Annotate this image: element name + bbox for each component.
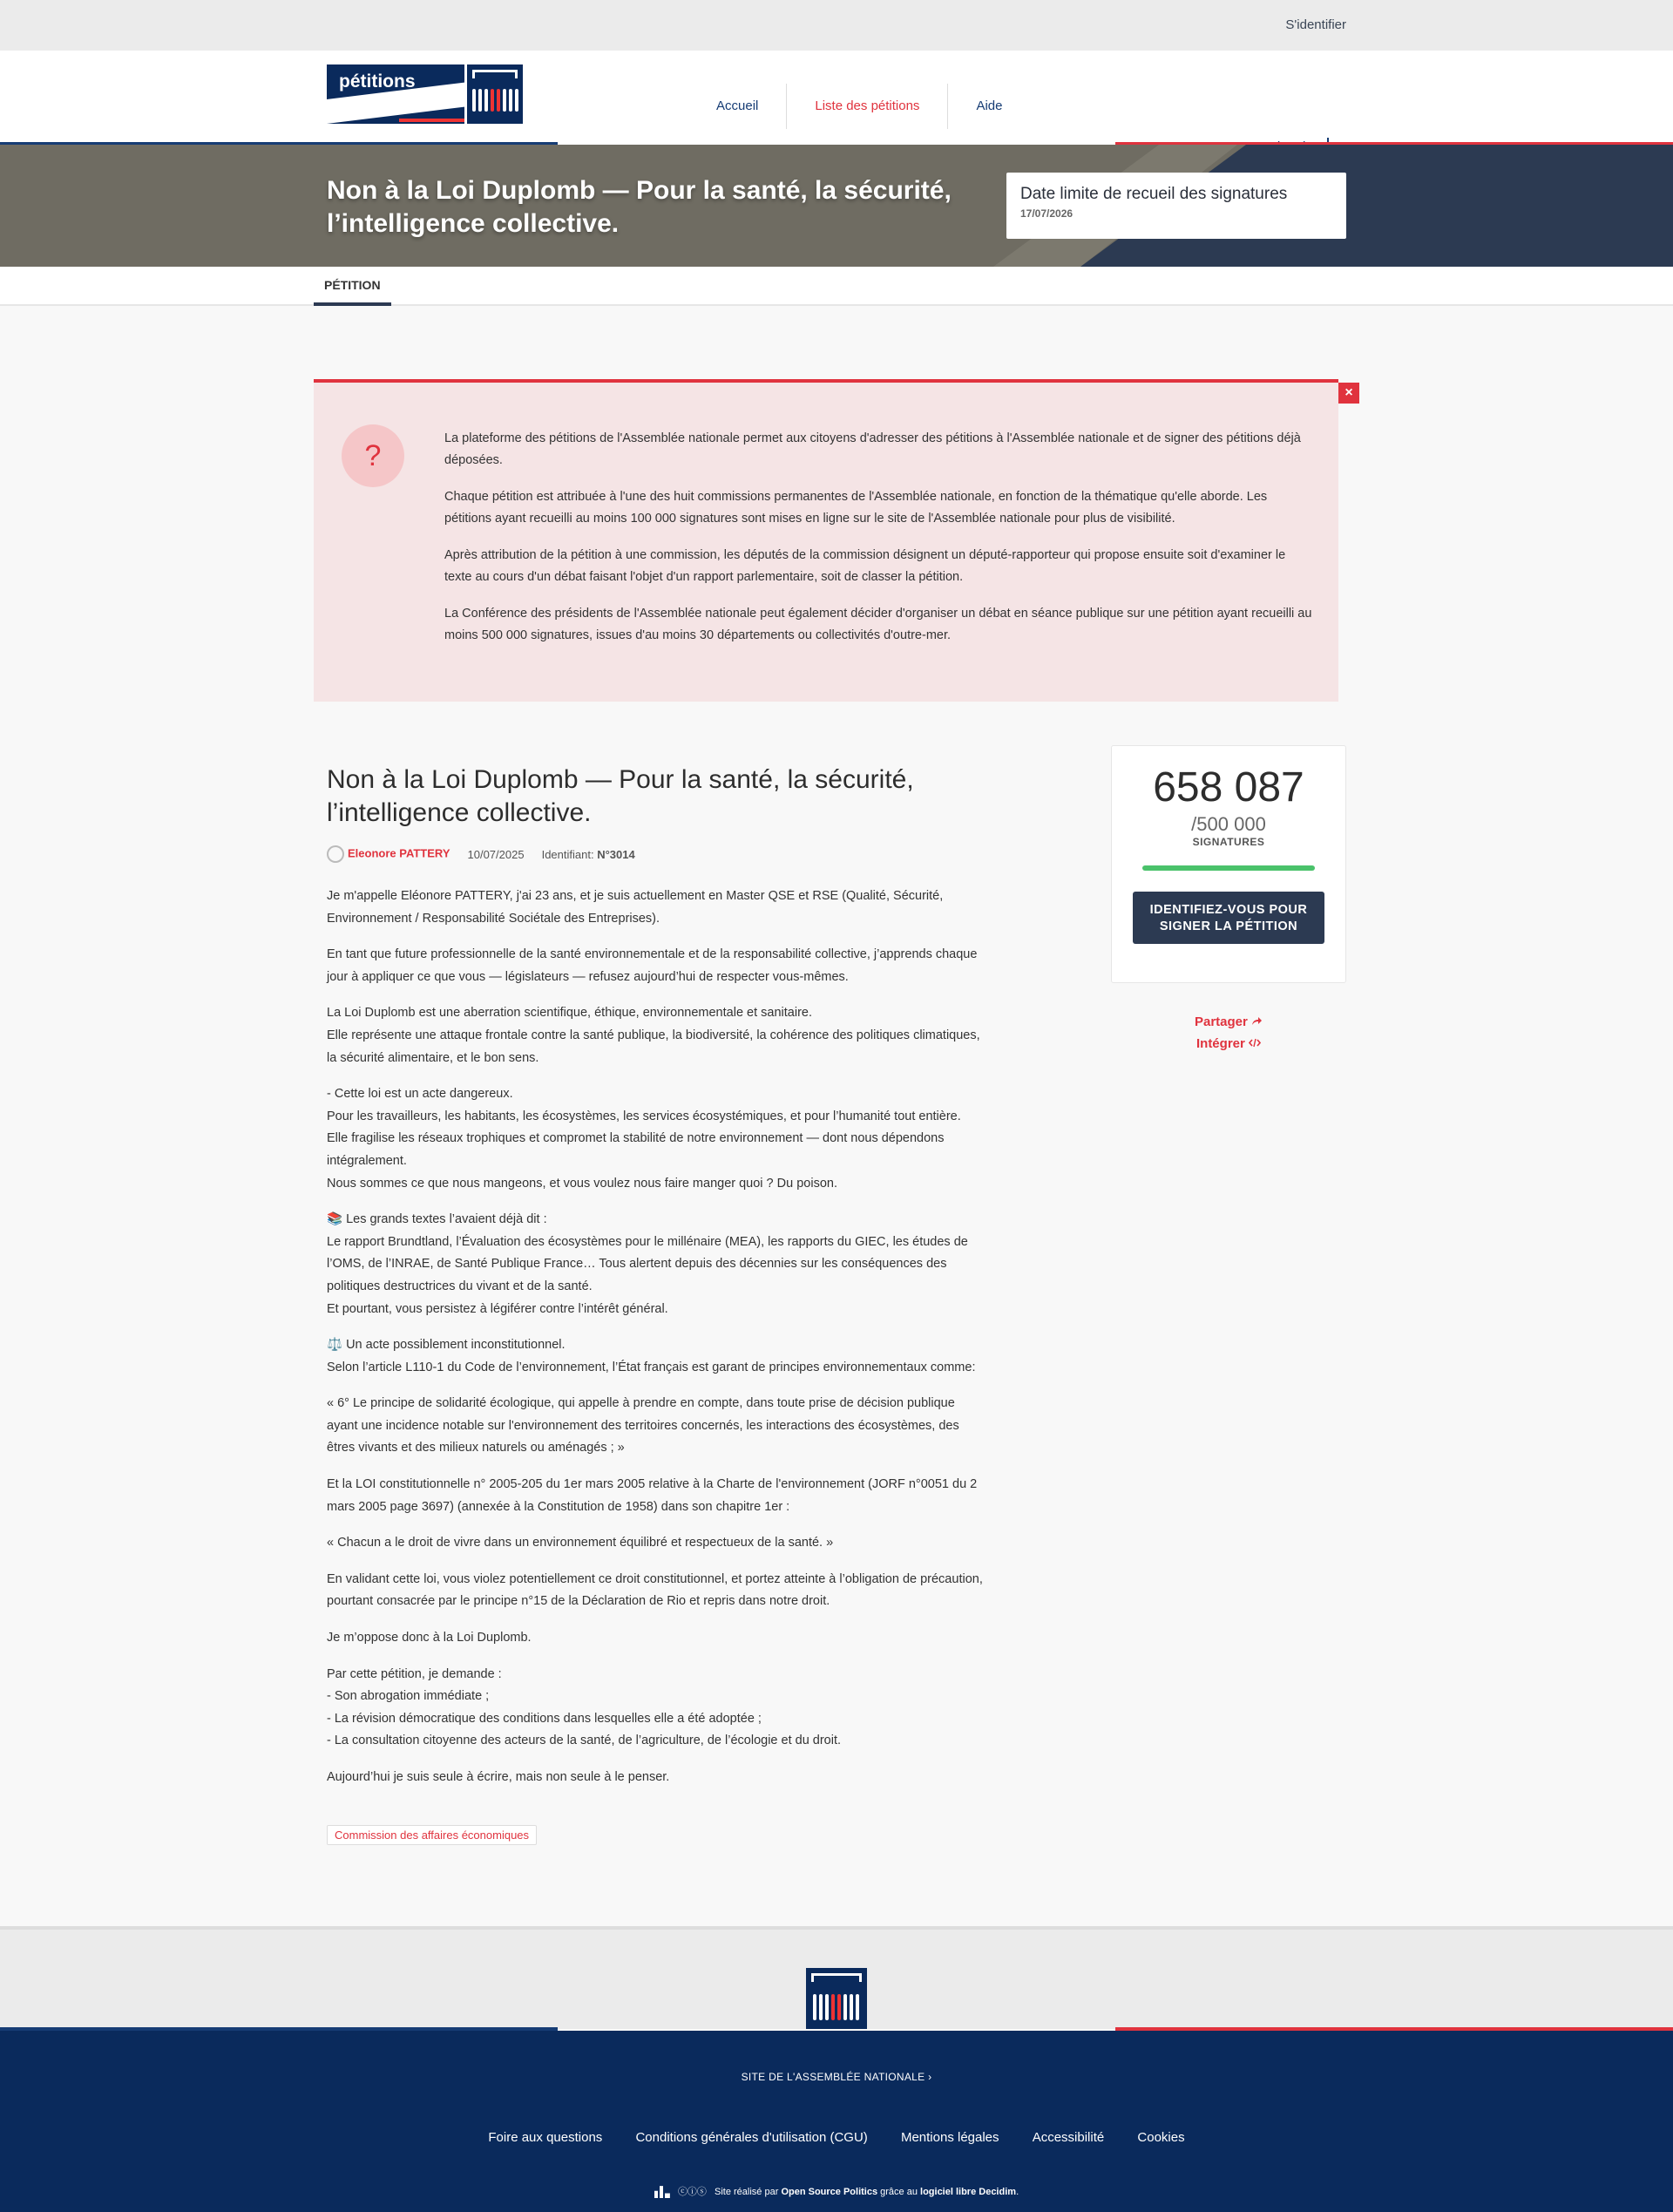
nav-aide[interactable]: Aide: [976, 98, 1003, 113]
signature-count: 658 087: [1153, 764, 1304, 811]
footer-link-faq[interactable]: Foire aux questions: [488, 2130, 603, 2145]
body-paragraph: Je m’oppose donc à la Loi Duplomb.: [327, 1631, 532, 1645]
body-paragraph: En tant que future professionnelle de la santé environnementale et de la responsabilité collective, j’apprends chaque jour à appliquer ce que vous — législateurs — refusez aujourd’hui de respecter vous-mêmes.: [327, 947, 978, 984]
body-paragraph: Et la LOI constitutionnelle n° 2005-205 du 1er mars 2005 relative à la Charte de l'environnement (JORF n°0051 du 2 mars 2005 page 3697) (annexée à la Constitution de 1958) dans son chapitre 1er :: [327, 1477, 978, 1514]
petition-meta: [327, 845, 635, 863]
assemblee-emblem-icon: [464, 64, 523, 124]
site-footer: [0, 2031, 1673, 2212]
author[interactable]: [327, 845, 450, 863]
body-paragraph: Par cette pétition, je demande : - Son abrogation immédiate ; - La révision démocratique des conditions dans lesquelles elle a été adoptée ; - La consultation citoyenne des acteurs de la santé, de l’agriculture, de l’écologie et du droit.: [327, 1666, 842, 1748]
info-text: [444, 428, 1316, 662]
logo-accent: [399, 119, 464, 122]
emblem-roof: [811, 1973, 862, 1982]
share-link[interactable]: [1195, 1014, 1263, 1029]
info-paragraph: Chaque pétition est attribuée à l'une des huit commissions permanentes de l'Assemblée nationale, en fonction de la thématique qu'elle aborde. Les pétitions ayant recueilli au moins 100 000 signatures sont mises en ligne sur le site de l'Assemblée nationale pour plus de visibilité.: [444, 490, 1268, 526]
deadline-label: Date limite de recueil des signatures: [1020, 185, 1288, 203]
question-icon: ?: [342, 424, 404, 487]
emblem-bars: [472, 89, 518, 112]
body-paragraph: Je m'appelle Eléonore PATTERY, j'ai 23 ans, et je suis actuellement en Master QSE et RSE (Qualité, Sécurité, Environnement / Responsabilité Sociétale des Entreprises).: [327, 889, 944, 926]
signature-card: [1111, 745, 1346, 983]
signature-label: SIGNATURES: [1192, 836, 1265, 848]
decidim-link[interactable]: logiciel libre Decidim: [920, 2187, 1017, 2197]
site-header: [0, 51, 1673, 145]
body-paragraph: La Loi Duplomb est une aberration scientifique, éthique, environnementale et sanitaire. Elle représente une attaque frontale contre la santé publique, la biodiversité, la cohérence des politiques climatiques, la sécurité alimentaire, et le bon sens.: [327, 1006, 980, 1065]
body-paragraph: « Chacun a le droit de vivre dans un environnement équilibré et respectueux de la santé. »: [327, 1536, 834, 1550]
main-nav: [688, 84, 1030, 129]
footer-credit: [0, 2184, 1673, 2198]
petition-title: Non à la Loi Duplomb — Pour la santé, la sécurité, l’intelligence collective.: [327, 765, 914, 827]
deadline-date: 17/07/2026: [1020, 207, 1074, 220]
body-paragraph: - Cette loi est un acte dangereux. Pour les travailleurs, les habitants, les écosystèmes, les services écosystémiques, et pour l’humanité tout entière. Elle fragilise les réseaux trophiques et compromet la stabilité de notre environnement — dont nous dépendons intégralement. Nous sommes ce que nous mangeons, et vous voulez nous faire manger quoi ? Du poison.: [327, 1087, 961, 1191]
deadline-box: [1006, 173, 1346, 239]
share-icon: [1251, 1016, 1263, 1026]
credit-pre: Site réalisé par: [715, 2187, 779, 2197]
identifier-value: N°3014: [597, 847, 635, 861]
petition-body: [327, 885, 989, 1803]
tab-petition[interactable]: PÉTITION: [314, 267, 391, 306]
body-paragraph: « 6° Le principe de solidarité écologique, qui appelle à prendre en compte, dans toute prise de décision publique ayant une incidence notable sur l'environnement des territoires concernés, les interactions des écosystèmes, des êtres vivants et des milieux naturels ou aménagés ; »: [327, 1396, 959, 1455]
petition-date: 10/07/2025: [467, 847, 525, 861]
footer-link-cookies[interactable]: Cookies: [1137, 2130, 1185, 2145]
banner-title: Non à la Loi Duplomb — Pour la santé, la sécurité, l’intelligence collective.: [327, 176, 952, 238]
info-paragraph: Après attribution de la pétition à une commission, les députés de la commission désignent un député-rapporteur qui propose ensuite soit d'examiner le texte au cours d'un débat faisant l'objet d'un rapport parlementaire, soit de classer la pétition.: [444, 548, 1286, 584]
nav-liste-petitions[interactable]: Liste des pétitions: [787, 84, 948, 129]
credit-end: .: [1016, 2187, 1019, 2197]
footer-link-cgu[interactable]: Conditions générales d'utilisation (CGU): [635, 2130, 868, 2145]
button-line: IDENTIFIEZ-VOUS POUR: [1149, 903, 1308, 917]
signature-progress-bar: [1142, 865, 1315, 871]
body-paragraph: ⚖️ Un acte possiblement inconstitutionnel. Selon l’article L110-1 du Code de l’environnement, l’État français est garant de principes environnementaux comme:: [327, 1338, 976, 1374]
body-paragraph: En validant cette loi, vous violez potentiellement ce droit constitutionnel, et portez atteinte à l’obligation de précaution, pourtant consacrée par le principe n°15 de la Déclaration de Rio et repris dans notre droit.: [327, 1571, 983, 1609]
footer-link-accessibilite[interactable]: Accessibilité: [1032, 2130, 1105, 2145]
chevron-right-icon: ›: [928, 2071, 932, 2083]
signin-link[interactable]: S'identifier: [1285, 17, 1346, 32]
info-callout: [314, 379, 1353, 702]
embed-label: Intégrer: [1195, 1036, 1245, 1051]
decidim-icon: [654, 2186, 670, 2198]
embed-link[interactable]: [1196, 1036, 1261, 1051]
commission-tag[interactable]: Commission des affaires économiques: [327, 1825, 537, 1845]
tab-bar: [0, 267, 1673, 306]
code-icon: [1249, 1038, 1261, 1048]
credit-mid: grâce au: [880, 2187, 918, 2197]
share-links: [1111, 1011, 1346, 1055]
petitions-logo[interactable]: [327, 64, 523, 124]
author-name: Eleonore PATTERY: [348, 846, 450, 860]
info-paragraph: La Conférence des présidents de l'Assemblée nationale peut également décider d'organiser un débat en séance publique sur une pétition ayant recueilli au moins 500 000 signatures, issues d'au moins 30 départements ou collectivités d'outre-mer.: [444, 607, 1312, 642]
body-paragraph: 📚 Les grands textes l’avaient déjà dit : Le rapport Brundtland, l’Évaluation des écosystèmes pour le millénaire (MEA), les rapports du GIEC, les études de l’OMS, de l’INRAE, de Santé Publique France… Tous alertent depuis des décennies sur les conséquences des politiques destructrices du vivant et de la santé. Et pourtant, vous persistez à légiférer contre l’intérêt général.: [327, 1212, 968, 1316]
close-icon[interactable]: ×: [1338, 383, 1359, 404]
assemblee-site-label: SITE DE L'ASSEMBLÉE NATIONALE: [741, 2071, 925, 2083]
footer-top: [0, 1926, 1673, 2029]
assemblee-emblem-icon: [806, 1968, 867, 2029]
button-line: SIGNER LA PÉTITION: [1159, 919, 1298, 933]
avatar: [327, 845, 344, 863]
emblem-bars: [813, 1994, 859, 2020]
footer-link-mentions[interactable]: Mentions légales: [900, 2130, 999, 2145]
top-bar: [0, 0, 1673, 51]
info-paragraph: La plateforme des pétitions de l'Assemblée nationale permet aux citoyens d'adresser des pétitions à l'Assemblée nationale et de signer des pétitions déjà déposées.: [444, 431, 1301, 467]
osp-link[interactable]: Open Source Politics: [781, 2187, 878, 2197]
nav-accueil[interactable]: Accueil: [688, 84, 787, 129]
sign-petition-button[interactable]: [1133, 892, 1324, 944]
petition-identifier: [542, 848, 635, 861]
creative-commons-icon: ⓒⓘⓢ: [677, 2187, 707, 2197]
petition-banner: [0, 145, 1673, 267]
logo-text: pétitions: [339, 71, 416, 92]
share-label: Partager: [1194, 1014, 1248, 1029]
footer-links: [0, 2130, 1673, 2145]
assemblee-site-link-wrap: [0, 2071, 1673, 2083]
emblem-roof: [472, 70, 518, 78]
signature-goal: /500 000: [1191, 813, 1266, 835]
body-paragraph: Aujourd’hui je suis seule à écrire, mais non seule à le penser.: [327, 1770, 670, 1784]
identifier-label: Identifiant:: [541, 847, 594, 861]
assemblee-site-link[interactable]: [742, 2071, 932, 2083]
